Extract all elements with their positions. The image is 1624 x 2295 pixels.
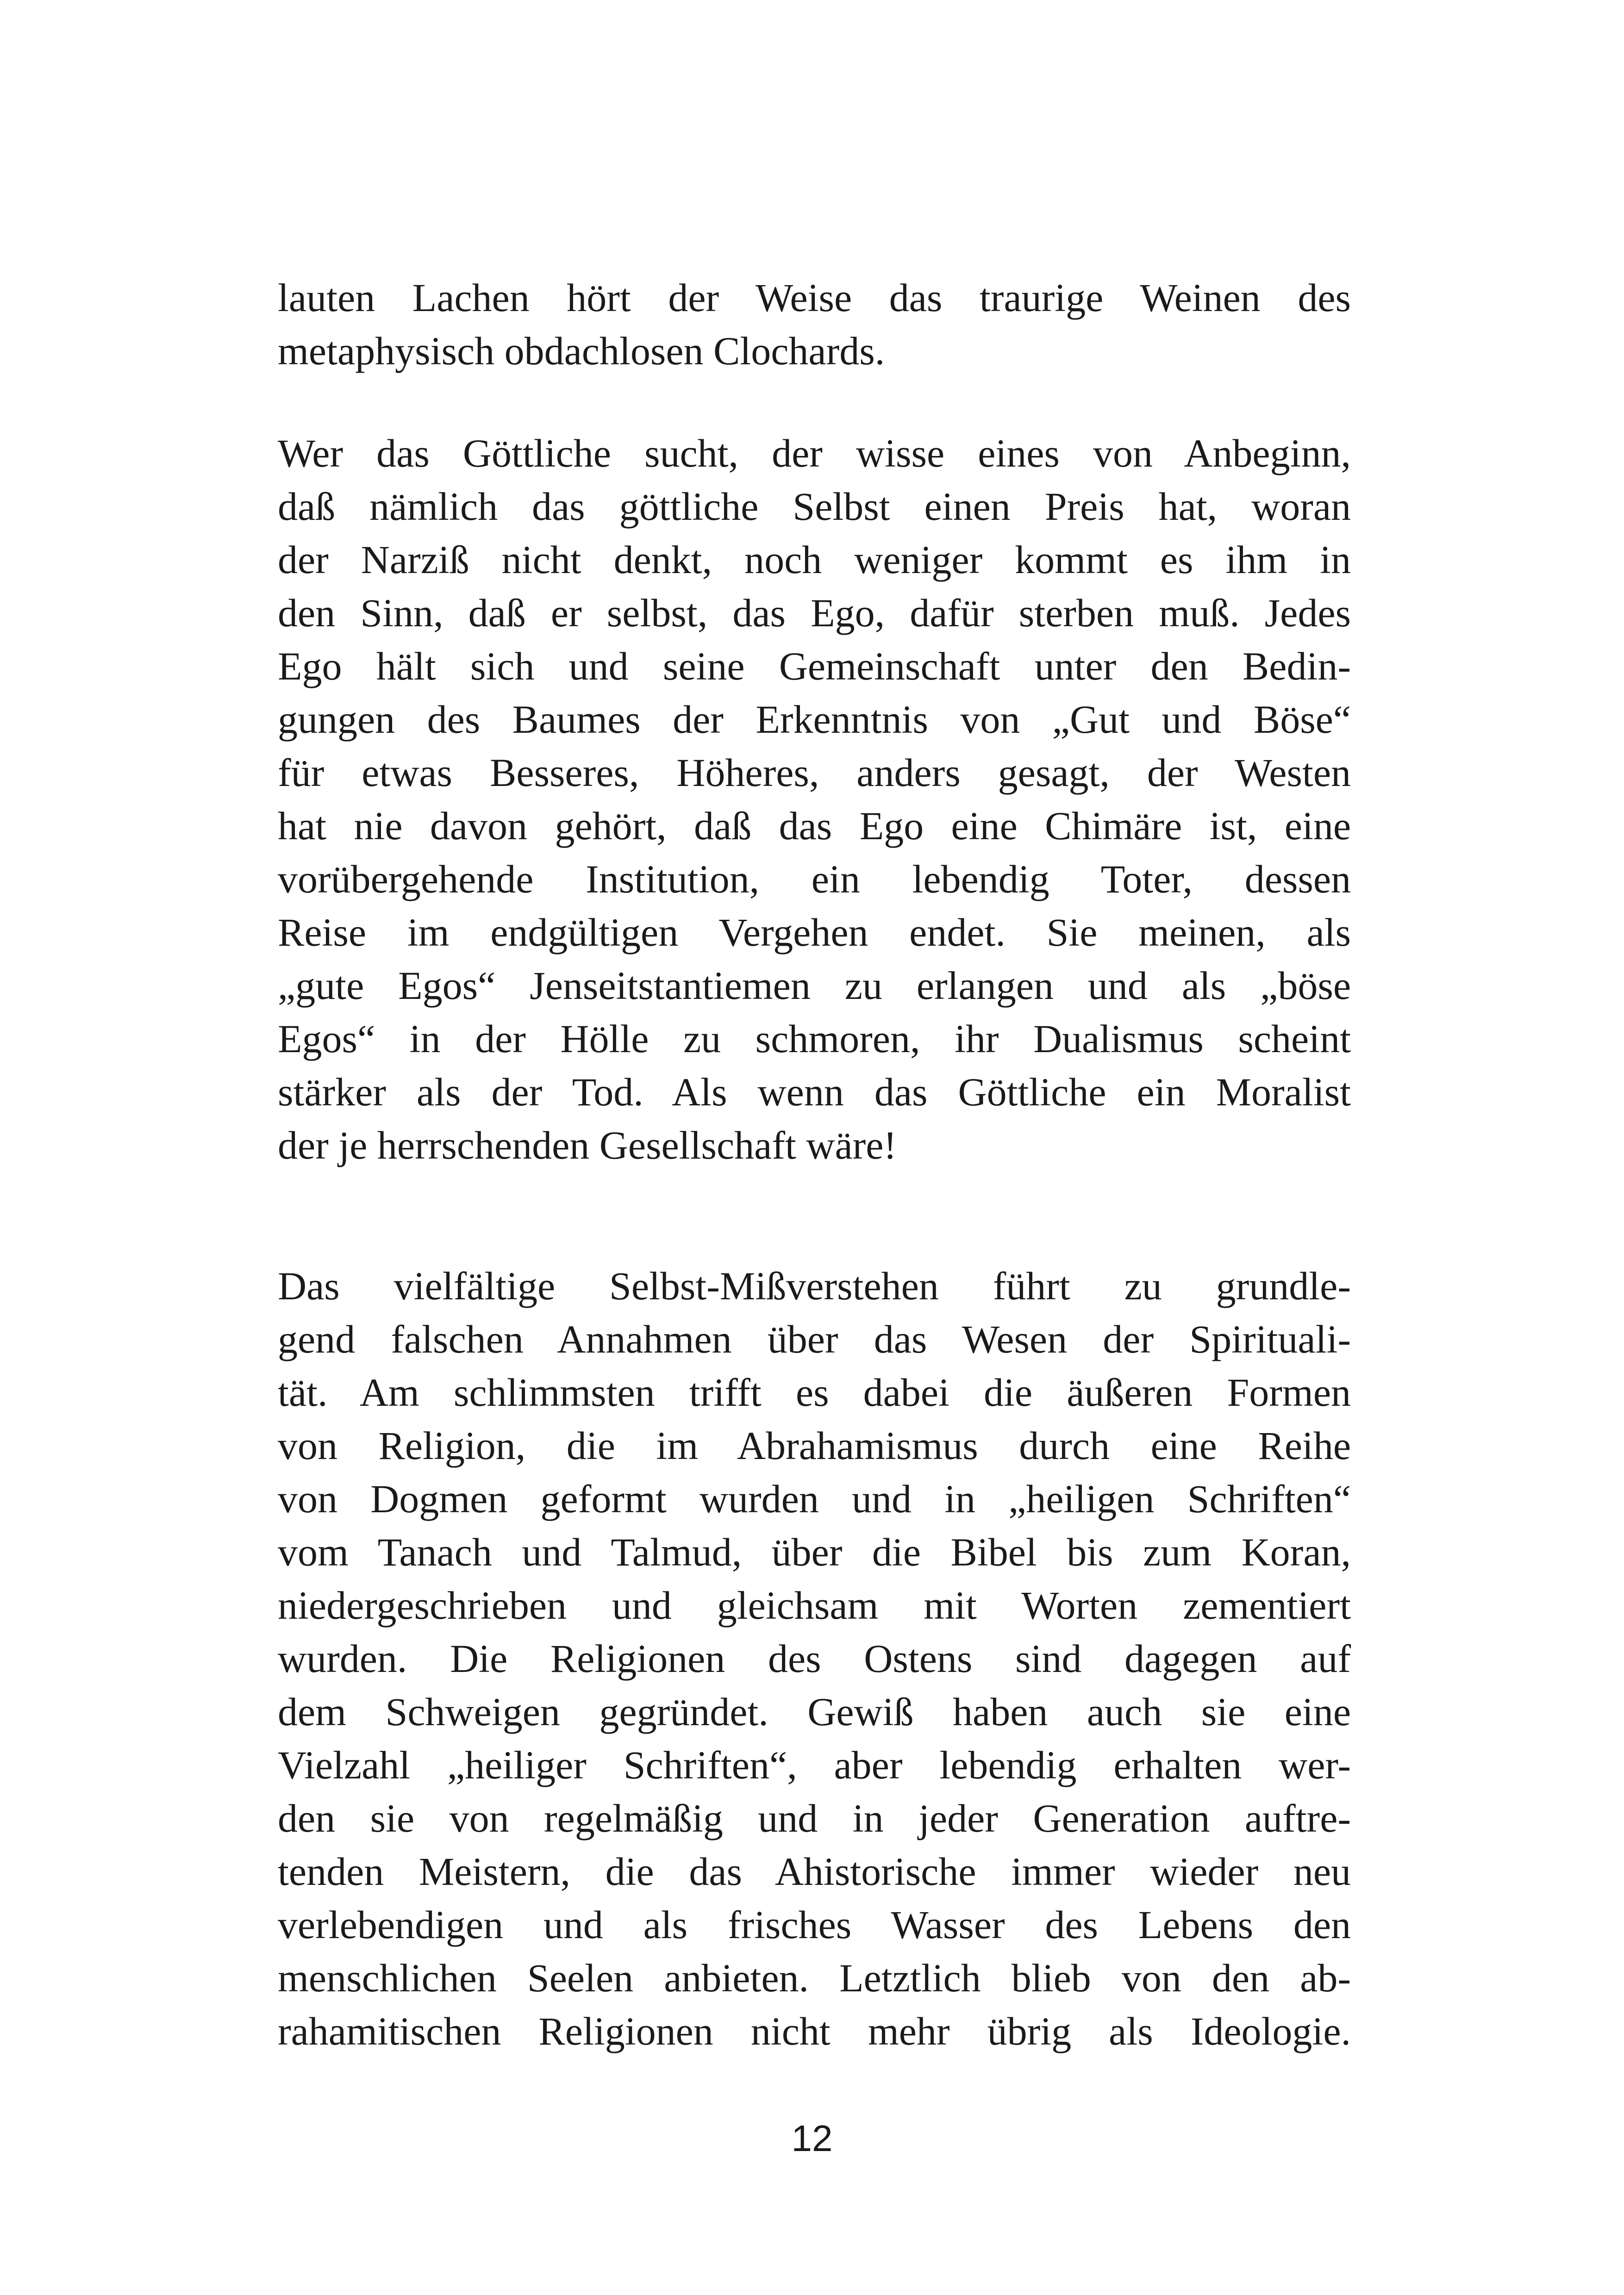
text-line: Reise im endgültigen Vergehen endet. Sie meinen, als — [278, 910, 1351, 954]
text-line: wurden. Die Religionen des Ostens sind dagegen auf — [278, 1636, 1351, 1681]
text-line: von Religion, die im Abrahamismus durch eine Reihe — [278, 1423, 1351, 1468]
text-line: menschlichen Seelen anbieten. Letztlich blieb von den ab- — [278, 1956, 1351, 2000]
text-line: vom Tanach und Talmud, über die Bibel bis zum Koran, — [278, 1530, 1351, 1574]
text-line: Vielzahl „heiliger Schriften“, aber lebendig erhalten wer- — [278, 1743, 1351, 1787]
text-line: von Dogmen geformt wurden und in „heiligen Schriften“ — [278, 1477, 1351, 1521]
text-line: gungen des Baumes der Erkenntnis von „Gut und Böse“ — [278, 697, 1351, 742]
text-line: rahamitischen Religionen nicht mehr übrig als Ideologie. — [278, 2009, 1351, 2053]
text-line: Ego hält sich und seine Gemeinschaft unter den Bedin- — [278, 644, 1351, 688]
paragraph-2 — [278, 427, 1351, 1172]
text-line: der Narziß nicht denkt, noch weniger kommt es ihm in — [278, 537, 1351, 582]
text-line: tenden Meistern, die das Ahistorische immer wieder neu — [278, 1849, 1351, 1894]
text-line: lauten Lachen hört der Weise das traurige Weinen des — [278, 275, 1351, 320]
text-line: Wer das Göttliche sucht, der wisse eines von Anbeginn, — [278, 431, 1351, 475]
text-line: „gute Egos“ Jenseitstantiemen zu erlangen und als „böse — [278, 963, 1351, 1008]
page-number: 12 — [791, 2118, 833, 2159]
text-line: den Sinn, daß er selbst, das Ego, dafür sterben muß. Jedes — [278, 591, 1351, 635]
paragraph-3 — [278, 1260, 1351, 2058]
text-line: der je herrschenden Gesellschaft wäre! — [278, 1123, 897, 1167]
text-line: metaphysisch obdachlosen Clochards. — [278, 329, 885, 373]
text-line: vorübergehende Institution, ein lebendig Toter, dessen — [278, 857, 1351, 901]
text-line: verlebendigen und als frisches Wasser des Lebens den — [278, 1902, 1351, 1947]
text-line: Das vielfältige Selbst-Mißverstehen führt zu grundle- — [278, 1264, 1351, 1308]
text-line: hat nie davon gehört, daß das Ego eine Chimäre ist, eine — [278, 804, 1351, 848]
text-line: tät. Am schlimmsten trifft es dabei die äußeren Formen — [278, 1370, 1351, 1415]
paragraph-1 — [278, 271, 1351, 378]
text-line: gend falschen Annahmen über das Wesen der Spirituali- — [278, 1317, 1351, 1361]
text-line: niedergeschrieben und gleichsam mit Worten zementiert — [278, 1583, 1351, 1628]
text-line: stärker als der Tod. Als wenn das Göttliche ein Moralist — [278, 1070, 1351, 1114]
text-line: Egos“ in der Hölle zu schmoren, ihr Dualismus scheint — [278, 1017, 1351, 1061]
text-line: dem Schweigen gegründet. Gewiß haben auch sie eine — [278, 1690, 1351, 1734]
text-line: den sie von regelmäßig und in jeder Generation auftre- — [278, 1796, 1351, 1840]
text-line: für etwas Besseres, Höheres, anders gesagt, der Westen — [278, 750, 1351, 795]
text-line: daß nämlich das göttliche Selbst einen Preis hat, woran — [278, 484, 1351, 529]
